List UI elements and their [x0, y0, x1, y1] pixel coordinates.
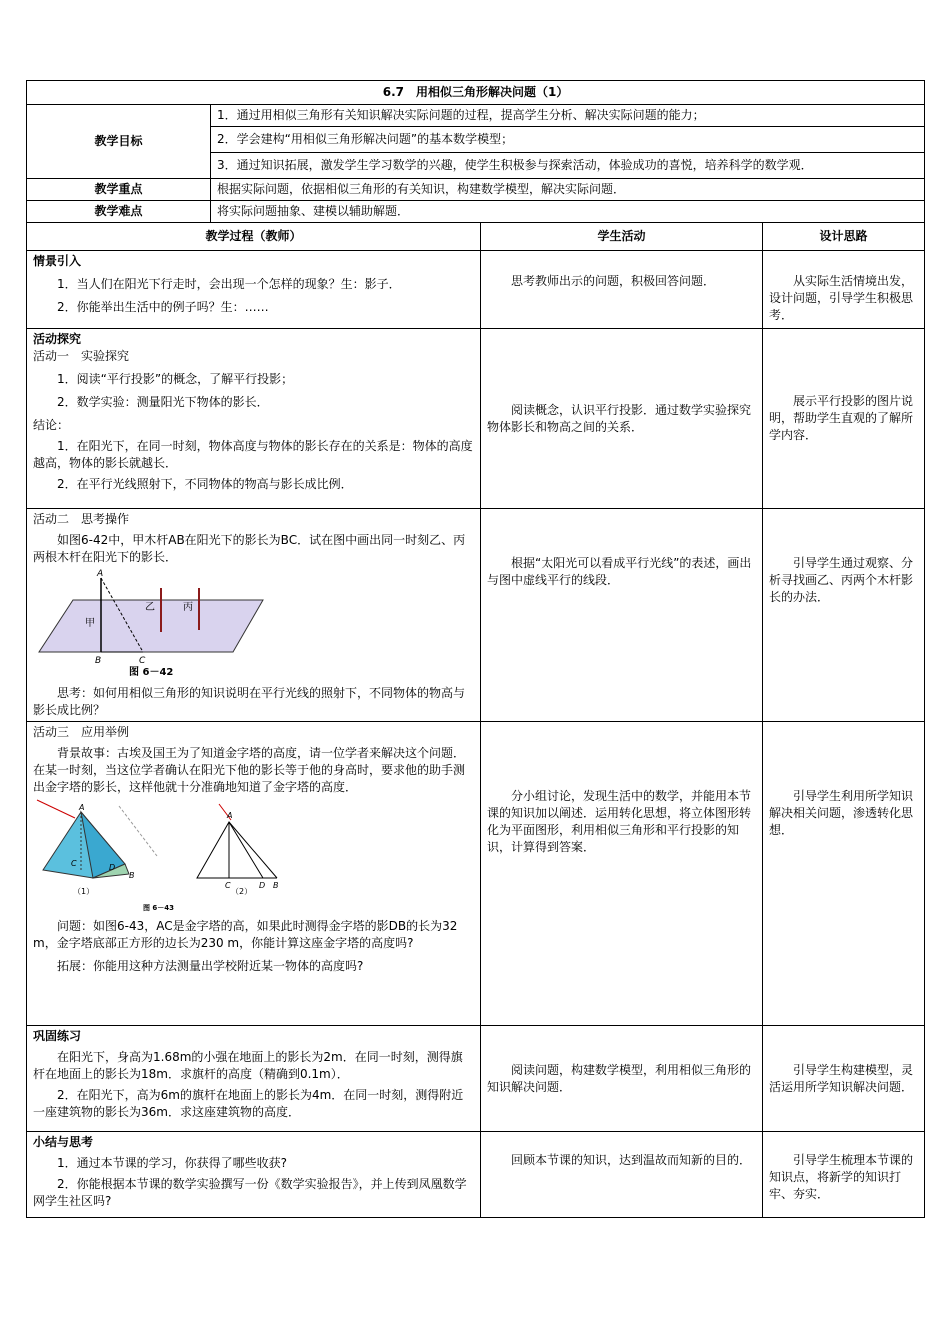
ray-2: [229, 822, 277, 878]
explore-cell: [27, 329, 481, 509]
objectives-label: 教学目标: [27, 105, 211, 179]
plan-table: [26, 80, 925, 1218]
label-bing: 丙: [183, 602, 193, 613]
figure-6-43: [33, 798, 474, 914]
conclusion-2: 2．在平行光线照射下，不同物体的物高与影长成比例．: [57, 477, 353, 491]
intro-student: 思考教师出示的问题，积极回答问题．: [511, 274, 716, 288]
summary-line-2: 2．你能根据本节课的数学实验撰写一份《数学实验报告》，并上传到凤凰数学网学生社区吗?: [33, 1177, 467, 1208]
difficulty-text: 将实际问题抽象、建模以辅助解题．: [211, 201, 925, 223]
header-student: 学生活动: [481, 223, 763, 251]
conclusion-1: 1．在阳光下，在同一时刻，物体高度与物体的影长存在的关系是：物体的高度越高，物体的影长就越长．: [33, 439, 473, 470]
practice-line-2: 2．在阳光下，高为6m的旗杆在地面上的影长为4m．在同一时刻，测得附近一座建筑物的影长为36m．求这座建筑物的高度．: [33, 1088, 464, 1119]
fig2-label-b: B: [273, 881, 279, 890]
intro-title: 情景引入: [33, 254, 82, 268]
label-yi: 乙: [145, 602, 155, 613]
fig1-label-c: C: [71, 859, 77, 868]
intro-line-1: 1．当人们在阳光下行走时，会出现一个怎样的现象？生：影子．: [57, 277, 401, 291]
activity2-design: 引导学生通过观察、分析寻找画乙、丙两个木杆影长的办法．: [769, 556, 914, 604]
key-point-label: 教学重点: [27, 179, 211, 201]
sun-arrow-1: [37, 800, 75, 818]
fig1-label-b: B: [129, 871, 135, 880]
difficulty-label: 教学难点: [27, 201, 211, 223]
label-jia: 甲: [85, 618, 95, 629]
activity1-title: 活动一 实验探究: [33, 349, 130, 363]
header-process: 教学过程（教师）: [27, 223, 481, 251]
sun-ray-dashed: [119, 806, 157, 856]
objective-1: 1．通过用相似三角形有关知识解决实际问题的过程，提高学生分析、解决实际问题的能力；: [211, 105, 924, 127]
key-point-text: 根据实际问题，依据相似三角形的有关知识，构建数学模型，解决实际问题．: [211, 179, 925, 201]
fig2-caption: （2）: [231, 887, 253, 896]
activity3-student: 分小组讨论，发现生活中的数学，并能用本节课的知识加以阐述．运用转化思想，将立体图形转化为平面图形，利用相似三角形和平行投影的知识，计算得到答案．: [487, 789, 752, 854]
activity2-think: 思考：如何用相似三角形的知识说明在平行光线的照射下，不同物体的物高与影长成比例？: [33, 686, 466, 717]
fig1-label-a: A: [79, 803, 85, 812]
activity3-question: 问题：如图6-43，AC是金字塔的高，如果此时测得金字塔的影DB的长为32 m，金字塔底部正方形的边长为230 m，你能计算这座金字塔的高度吗?: [33, 919, 458, 950]
activity3-story: 背景故事：古埃及国王为了知道金字塔的高度，请一位学者来解决这个问题．在某一时刻，当这位学者确认在阳光下他的影长等于他的身高时，要求他的助手测出金字塔的影长，这样他就十分准确地知道了金字塔的高度．: [33, 746, 466, 794]
explore-design: 展示平行投影的图片说明，帮助学生直观的了解所学内容．: [769, 394, 914, 442]
figure-6-42-caption: 图 6－42: [129, 667, 174, 678]
activity2-title: 活动二 思考操作: [33, 512, 130, 526]
header-design: 设计思路: [763, 223, 925, 251]
practice-student: 阅读问题，构建数学模型，利用相似三角形的知识解决问题．: [487, 1062, 752, 1094]
fig2-label-c: C: [225, 881, 231, 890]
practice-title: 巩固练习: [33, 1029, 82, 1043]
lesson-plan: [26, 80, 924, 1218]
explore-line-1: 1．阅读“平行投影”的概念，了解平行投影；: [57, 372, 294, 386]
fig1-caption: （1）: [73, 887, 95, 896]
fig2-label-d: D: [259, 881, 266, 890]
activity2-text: 如图6-42中，甲木杆AB在阳光下的影长为BC．试在图中画出同一时刻乙、丙两根木杆在阳光下的影长．: [33, 533, 466, 564]
fig2-label-a: A: [227, 811, 233, 820]
explore-title: 活动探究: [33, 332, 82, 346]
practice-cell: [27, 1026, 481, 1132]
intro-line-2: 2．你能举出生活中的例子吗？生：……: [57, 300, 269, 314]
objective-3: 3．通过知识拓展，激发学生学习数学的兴趣，使学生积极参与探索活动，体验成功的喜悦，培养科学的数学观．: [217, 158, 813, 172]
activity3-design: 引导学生利用所学知识解决相关问题，渗透转化思想．: [769, 789, 914, 837]
page-title: 6.7 用相似三角形解决问题（1）: [27, 81, 925, 105]
summary-line-1: 1．通过本节课的学习，你获得了哪些收获?: [57, 1156, 288, 1170]
activity2-student: 根据“太阳光可以看成平行光线”的表述，画出与图中虚线平行的线段．: [487, 556, 752, 587]
conclusion-label: 结论：: [33, 418, 70, 432]
label-a: A: [97, 569, 104, 579]
intro-cell: [27, 251, 481, 329]
practice-design: 引导学生构建模型，灵活运用所学知识解决问题．: [769, 1062, 914, 1094]
explore-student: 阅读概念，认识平行投影．通过数学实验探究物体影长和物高之间的关系．: [487, 402, 752, 434]
activity3-extend: 拓展：你能用这种方法测量出学校附近某一物体的高度吗?: [57, 959, 364, 973]
objectives-cell: [211, 105, 925, 179]
summary-design: 引导学生梳理本节课的知识点，将新学的知识打牢、夯实．: [769, 1153, 914, 1201]
objective-2: 2．学会建构“用相似三角形解决问题”的基本数学模型；: [211, 127, 924, 153]
activity2-cell: [27, 509, 481, 722]
practice-line-1: 在阳光下，身高为1.68m的小强在地面上的影长为2m．在同一时刻，测得旗杆在地面上的影长为18m．求旗杆的高度（精确到0.1m）．: [33, 1050, 463, 1081]
figure-6-42: [33, 568, 474, 681]
activity3-title: 活动三 应用举例: [33, 725, 130, 739]
summary-title: 小结与思考: [33, 1135, 94, 1149]
label-b: B: [95, 656, 102, 664]
label-c: C: [139, 656, 146, 664]
intro-design: 从实际生活情境出发，设计问题，引导学生积极思考．: [769, 274, 914, 322]
fig1-label-d: D: [109, 863, 116, 872]
activity3-cell: [27, 722, 481, 1026]
summary-student: 回顾本节课的知识，达到温故而知新的目的．: [511, 1153, 752, 1167]
summary-cell: [27, 1132, 481, 1218]
figure-6-43-caption: 图 6－43: [143, 904, 175, 912]
explore-line-2: 2．数学实验：测量阳光下物体的影长．: [57, 395, 269, 409]
